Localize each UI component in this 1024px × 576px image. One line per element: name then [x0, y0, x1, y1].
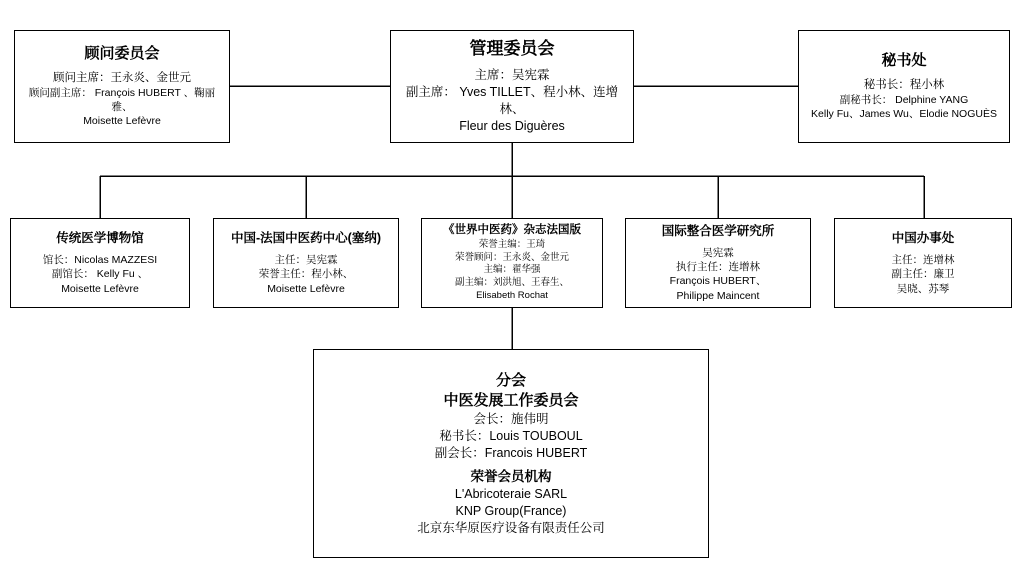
box-line: 执行主任：连增林 [676, 261, 760, 274]
box-title: 顾问委员会 [84, 45, 160, 63]
box-title: 分会 [495, 371, 526, 389]
box-line: 主任：吴宪霖 [274, 254, 338, 267]
box-line: 副会长：Francois HUBERT [434, 445, 588, 460]
box-title: 秘书处 [881, 52, 927, 70]
box-line: L'Abricoteraie SARL [454, 486, 568, 501]
box-line: 主编：翟华强 [483, 264, 541, 276]
box-line: 秘书长：程小林 [863, 78, 945, 91]
box-line: 副主编：刘洪旭、王春生、 [454, 277, 569, 289]
box-secretariat[interactable] [798, 30, 1010, 143]
box-line: 吴晓、苏琴 [896, 282, 950, 295]
box-line: 副馆长： Kelly Fu 、 [51, 268, 149, 281]
box-title: 传统医学博物馆 [56, 231, 144, 246]
box-subtitle: 中医发展工作委员会 [443, 391, 579, 409]
box-line: 吴宪霖 [702, 247, 734, 260]
box-line: 荣誉顾问：王永炎、金世元 [454, 251, 569, 263]
box-line: 副主席： Yves TILLET、程小林、连增林、 [405, 85, 619, 116]
box-line: 秘书长：Louis TOUBOUL [439, 428, 583, 443]
box-advisory-committee[interactable] [14, 30, 230, 143]
box-line: Moisette Lefèvre [267, 282, 345, 295]
box-line: 副秘书长： Delphine YANG [839, 94, 969, 107]
box-title: 中国办事处 [891, 231, 955, 246]
box-traditional-medicine-museum[interactable] [10, 218, 190, 308]
box-line: 北京东华原医疗设备有限责任公司 [417, 520, 605, 535]
box-management-committee[interactable] [390, 30, 634, 143]
box-line: Elisabeth Rochat [476, 289, 548, 301]
box-china-office[interactable] [834, 218, 1012, 308]
box-line: 主任：连增林 [891, 254, 955, 267]
box-line: 主席：吴宪霖 [474, 68, 550, 83]
box-title: 中国-法国中医药中心(塞纳) [231, 231, 381, 246]
box-line: 顾问副主席： François HUBERT 、鞠丽雅、 [28, 87, 216, 114]
box-line: 荣誉主编：王琦 [478, 238, 546, 250]
box-line: Moisette Lefèvre [83, 115, 161, 128]
box-china-france-tcm-center[interactable] [213, 218, 399, 308]
box-line: 顾问主席：王永炎、金世元 [53, 71, 191, 84]
box-section-title: 荣誉会员机构 [470, 468, 552, 484]
box-line: 副主任：廉卫 [891, 268, 955, 281]
box-line: Philippe Maincent [676, 289, 760, 302]
box-title: 国际整合医学研究所 [661, 224, 775, 239]
box-line: 荣誉主任：程小林、 [258, 268, 354, 281]
box-line: François HUBERT、 [669, 275, 767, 288]
box-line: KNP Group(France) [455, 503, 567, 518]
box-line: Moisette Lefèvre [61, 282, 139, 295]
box-title: 管理委员会 [469, 39, 555, 59]
box-integrative-medicine-institute[interactable] [625, 218, 811, 308]
box-world-tcm-journal-france[interactable] [421, 218, 603, 308]
box-line: 会长：施伟明 [473, 412, 549, 427]
box-line: 馆长：Nicolas MAZZESI [42, 254, 158, 267]
box-line: Kelly Fu、James Wu、Elodie NOGUÈS [811, 108, 997, 121]
box-branch-committee[interactable] [313, 349, 709, 558]
box-line: Fleur des Diguères [459, 118, 565, 133]
box-title: 《世界中医药》杂志法国版 [443, 224, 581, 237]
